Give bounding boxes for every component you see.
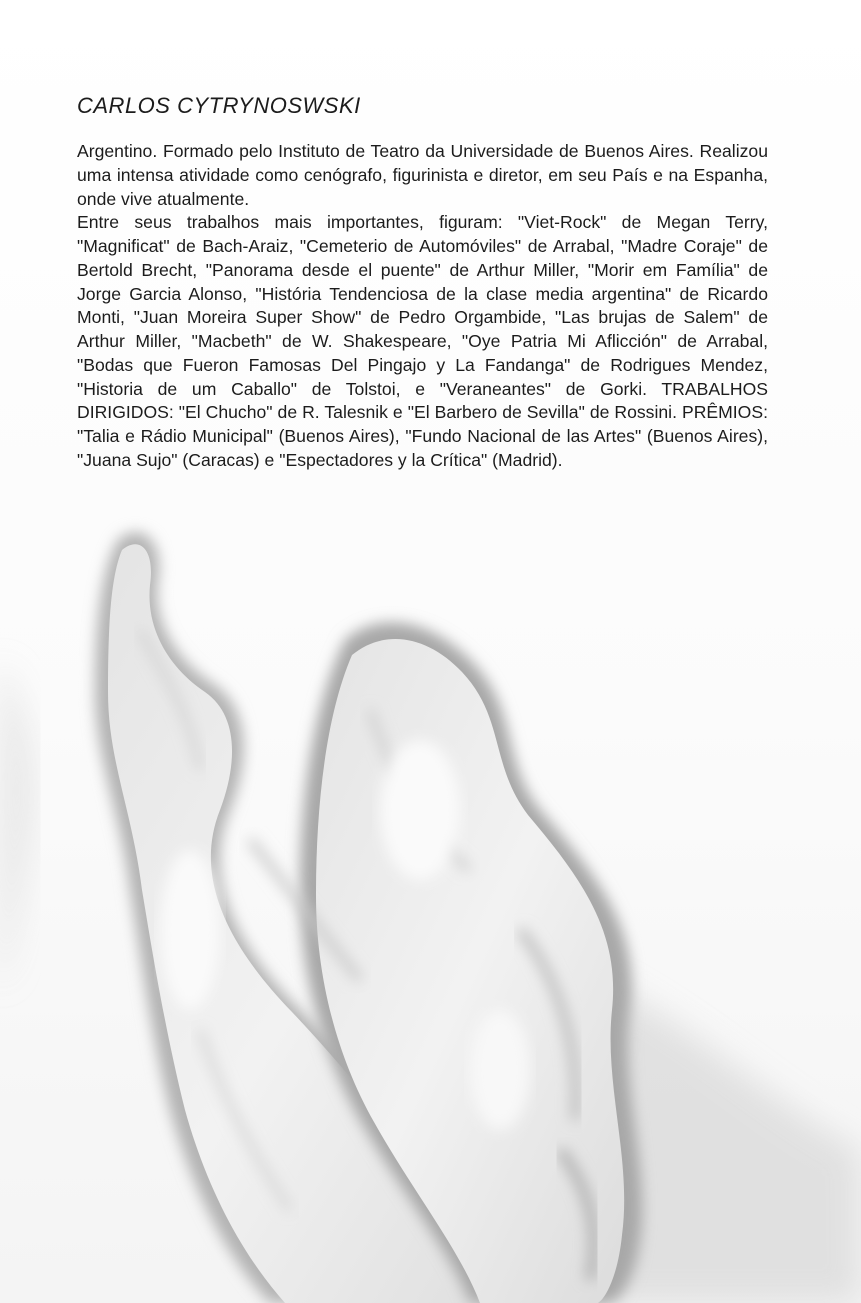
artist-name-heading: CARLOS CYTRYNOSWSKI [77, 93, 361, 118]
artist-biography [77, 140, 768, 473]
bio-paragraph-origin: Argentino. Formado pelo Instituto de Teatro da Universidade de Buenos Aires. Realizou uma intensa atividade como cenógrafo, figurinista e diretor, em seu País e na Espanha, onde vive atualmente. [77, 141, 768, 209]
bio-paragraph-works: Entre seus trabalhos mais importantes, figuram: "Viet-Rock" de Megan Terry, "Magnificat" de Bach-Araiz, "Cemeterio de Automóviles" de Arrabal, "Madre Coraje" de Bertold Brecht, "Panorama desde el puente" de Arthur Miller, "Morir em Família" de Jorge Garcia Alonso, "História Tendenciosa de la clase media argentina" de Ricardo Monti, "Juan Moreira Super Show" de Pedro Orgambide, "Las brujas de Salem" de Arthur Miller, "Macbeth" de W. Shakespeare, "Oye Patria Mi Aflicción" de Arrabal, "Bodas que Fueron Famosas Del Pingajo y La Fandanga" de Rodrigues Mendez, "Historia de um Caballo" de Tolstoi, e "Veraneantes" de Gorki. TRABALHOS DIRIGIDOS: "El Chucho" de R. Talesnik e "El Barbero de Sevilla" de Rossini. PRÊMIOS: "Talia e Rádio Municipal" (Buenos Aires), "Fundo Nacional de las Artes" (Buenos Aires), "Juana Sujo" (Caracas) e "Espectadores y la Crítica" (Madrid). [77, 212, 768, 470]
sculpture-photograph [0, 510, 861, 1303]
